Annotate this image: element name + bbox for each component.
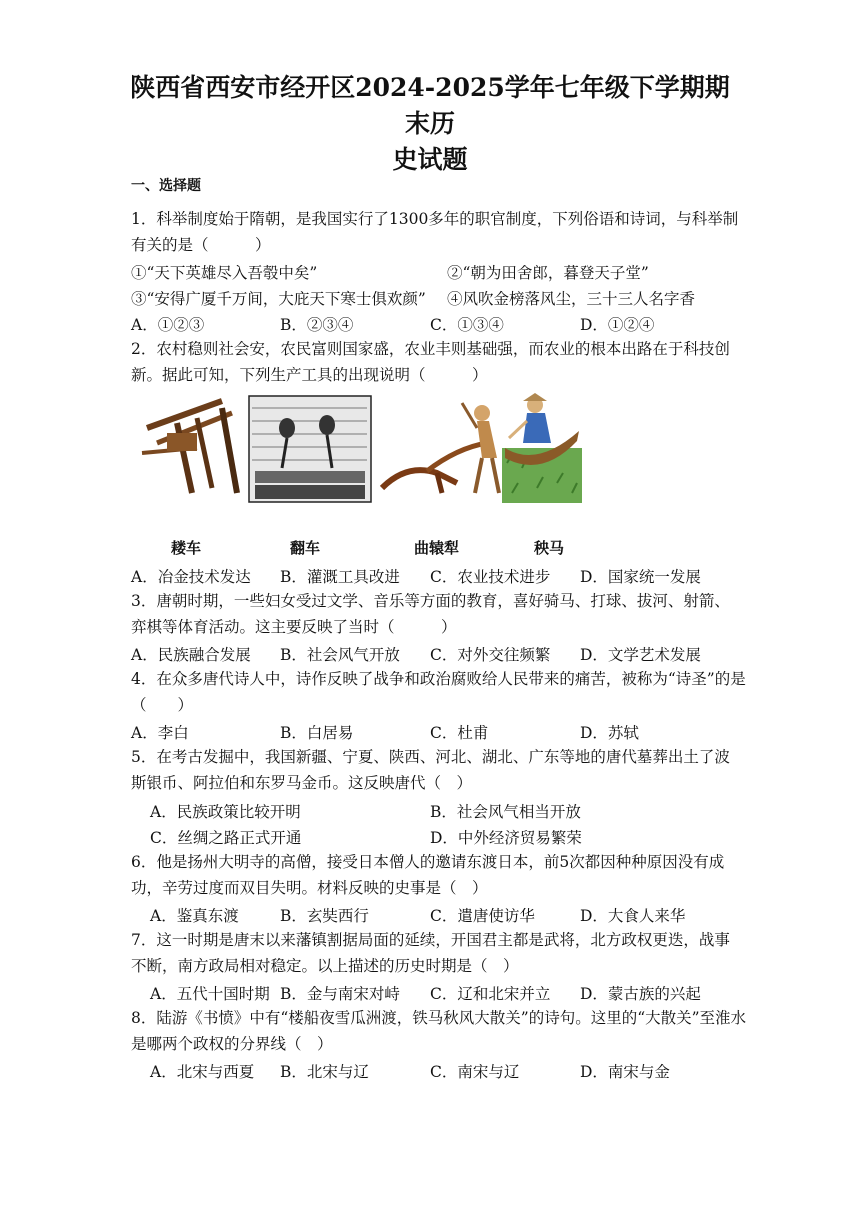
q3-stem-line-1: 3．唐朝时期，一些妇女受过文学、音乐等方面的教育，喜好骑马、打球、拔河、射箭、 [131,592,730,610]
q2-option-d[interactable]: D．国家统一发展 [580,568,701,586]
q8-option-a[interactable]: A．北宋与西夏 [150,1063,255,1081]
q2-option-c[interactable]: C．农业技术进步 [430,568,551,586]
q7-option-d[interactable]: D．蒙古族的兴起 [580,985,701,1003]
q4-option-b[interactable]: B．白居易 [280,724,354,742]
seedling-horse-image [502,393,582,503]
q5-option-b[interactable]: B．社会风气相当开放 [430,803,581,821]
curved-plow-image [382,403,499,493]
q5-option-d[interactable]: D．中外经济贸易繁荣 [430,829,582,847]
q5-option-c[interactable]: C．丝绸之路正式开通 [150,829,302,847]
q1-option-a[interactable]: A．①②③ [131,316,205,334]
q3-option-c[interactable]: C．对外交往频繁 [430,646,551,664]
q7-stem-line-1: 7．这一时期是唐末以来藩镇割据局面的延续，开国君主都是武将，北方政权更迭，战事 [131,931,730,949]
title-line-1: 陕西省西安市经开区2024-2025学年七年级下学期期末历 [130,73,730,138]
q8-stem-line-1: 8．陆游《书愤》中有“楼船夜雪瓜洲渡，铁马秋风大散关”的诗句。这里的“大散关”至淮水 [131,1009,747,1027]
title-line-2: 史试题 [392,145,468,174]
q5-option-a[interactable]: A．民族政策比较开明 [150,803,301,821]
q3-option-a[interactable]: A．民族融合发展 [131,646,251,664]
q4-stem-line-1: 4．在众多唐代诗人中，诗作反映了战争和政治腐败给人民带来的痛苦，被称为“诗圣”的是 [131,670,746,688]
q6-stem-line-2: 功，辛劳过度而双目失明。材料反映的史事是（ ） [131,879,488,897]
q5-stem-line-1: 5．在考古发掘中，我国新疆、宁夏、陕西、河北、湖北、广东等地的唐代墓葬出土了波 [131,748,730,766]
q5-stem-line-2: 斯银币、阿拉伯和东罗马金币。这反映唐代（ ） [131,774,473,792]
q1-stem-line-1: 1．科举制度始于隋朝，是我国实行了1300多年的职官制度，下列俗语和诗词，与科举制 [131,210,739,228]
caption-curved-plow: 曲辕犁 [414,539,460,557]
q8-stem-line-2: 是哪两个政权的分界线（ ） [131,1035,333,1053]
q6-option-a[interactable]: A．鉴真东渡 [150,907,239,925]
q2-option-b[interactable]: B．灌溉工具改进 [280,568,400,586]
q4-option-d[interactable]: D．苏轼 [580,724,639,742]
q6-stem-line-1: 6．他是扬州大明寺的高僧，接受日本僧人的邀请东渡日本，前5次都因种种原因没有成 [131,853,725,871]
q7-option-a[interactable]: A．五代十国时期 [150,985,270,1003]
caption-chain-pump: 翻车 [290,539,321,557]
q8-option-c[interactable]: C．南宋与辽 [430,1063,520,1081]
q7-option-b[interactable]: B．金与南宋对峙 [280,985,400,1003]
seed-drill-image [142,401,237,493]
q6-option-b[interactable]: B．玄奘西行 [280,907,369,925]
q3-stem-line-2: 弈棋等体育活动。这主要反映了当时（ ） [131,618,457,636]
q4-option-c[interactable]: C．杜甫 [430,724,489,742]
q6-option-c[interactable]: C．遣唐使访华 [430,907,535,925]
q4-stem-line-2: （ ） [131,696,194,714]
q3-option-d[interactable]: D．文学艺术发展 [580,646,701,664]
q1-item-2: ②“朝为田舍郎，暮登天子堂” [447,264,649,282]
caption-seed-drill: 耧车 [171,539,202,557]
q4-option-a[interactable]: A．李白 [131,724,189,742]
q1-option-c[interactable]: C．①③④ [430,316,504,334]
q1-option-d[interactable]: D．①②④ [580,316,655,334]
q1-item-3: ③“安得广厦千万间，大庇天下寒士俱欢颜” [131,290,426,308]
farm-tools-images [137,393,582,505]
q8-option-b[interactable]: B．北宋与辽 [280,1063,369,1081]
q1-stem-line-2: 有关的是（ ） [131,236,271,254]
farm-tools-illustration [137,393,582,505]
q6-option-d[interactable]: D．大食人来华 [580,907,686,925]
q1-option-b[interactable]: B．②③④ [280,316,354,334]
q2-stem-line-2: 新。据此可知，下列生产工具的出现说明（ ） [131,366,488,384]
q1-item-4: ④风吹金榜落风尘，三十三人名字香 [447,290,696,308]
q3-option-b[interactable]: B．社会风气开放 [280,646,400,664]
q7-option-c[interactable]: C．辽和北宋并立 [430,985,551,1003]
chain-pump-image [249,396,371,502]
q7-stem-line-2: 不断，南方政局相对稳定。以上描述的历史时期是（ ） [131,957,519,975]
page-title [120,70,740,178]
caption-seedling-horse: 秧马 [534,539,565,557]
q2-option-a[interactable]: A．冶金技术发达 [131,568,251,586]
q1-item-1: ①“天下英雄尽入吾彀中矣” [131,264,318,282]
q8-option-d[interactable]: D．南宋与金 [580,1063,670,1081]
section-heading: 一、选择题 [131,178,201,194]
q2-stem-line-1: 2．农村稳则社会安，农民富则国家盛，农业丰则基础强，而农业的根本出路在于科技创 [131,340,730,358]
